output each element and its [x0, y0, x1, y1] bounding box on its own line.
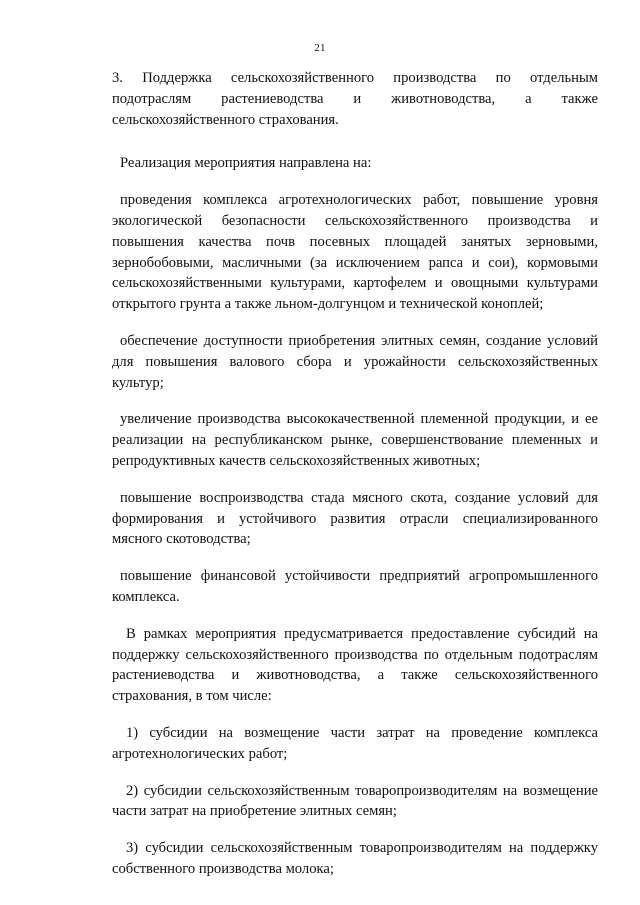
intro-paragraph: Реализация мероприятия направлена на:	[120, 155, 372, 172]
goal-paragraph: увеличение производства высококачественной племенной продукции, и ее реализации на республиканском рынке, совершенствование племенных и репродуктивных качеств сельскохозяйственных животных;	[112, 411, 598, 469]
subsidy-list-item: 3) субсидии сельскохозяйственным товаропроизводителям на поддержку собственного производства молока;	[112, 840, 598, 877]
subsidies-intro-paragraph: В рамках мероприятия предусматривается предоставление субсидий на поддержку сельскохозяйственного производства по отдельным подотраслям растениеводства и животноводства, а также сельскохозяйственного страхования, в том числе:	[112, 625, 598, 705]
subsidy-list-item: 1) субсидии на возмещение части затрат на проведение комплекса агротехнологических работ;	[112, 724, 598, 762]
goal-paragraph: повышение финансовой устойчивости предприятий агропромышленного комплекса.	[112, 568, 598, 605]
goal-paragraph: повышение воспроизводства стада мясного скота, создание условий для формирования и устойчивого развития отрасли специализированного мясного скотоводства;	[112, 489, 598, 548]
goal-paragraph: проведения комплекса агротехнологических работ, повышение уровня экологической безопасности сельскохозяйственного производства и повышения качества почв посевных площадей занятых зерновыми, зернобобовыми, масличными (за исключением рапса и сои), кормовыми сельскохозяйственными культурами, картофелем и овощными культурами открытого грунта а также льном-долгунцом и технической коноплей;	[112, 192, 598, 313]
page-number: 21	[314, 42, 326, 54]
subsidy-list-item: 2) субсидии сельскохозяйственным товаропроизводителям на возмещение части затрат на приобретение элитных семян;	[112, 782, 598, 820]
section-heading: 3. Поддержка сельскохозяйственного производства по отдельным подотраслям растениеводства и животноводства, а также сельскохозяйственного страхования.	[112, 70, 598, 128]
document-body	[112, 68, 598, 896]
goal-paragraph: обеспечение доступности приобретения элитных семян, создание условий для повышения валового сбора и урожайности сельскохозяйственных культур;	[112, 332, 598, 391]
